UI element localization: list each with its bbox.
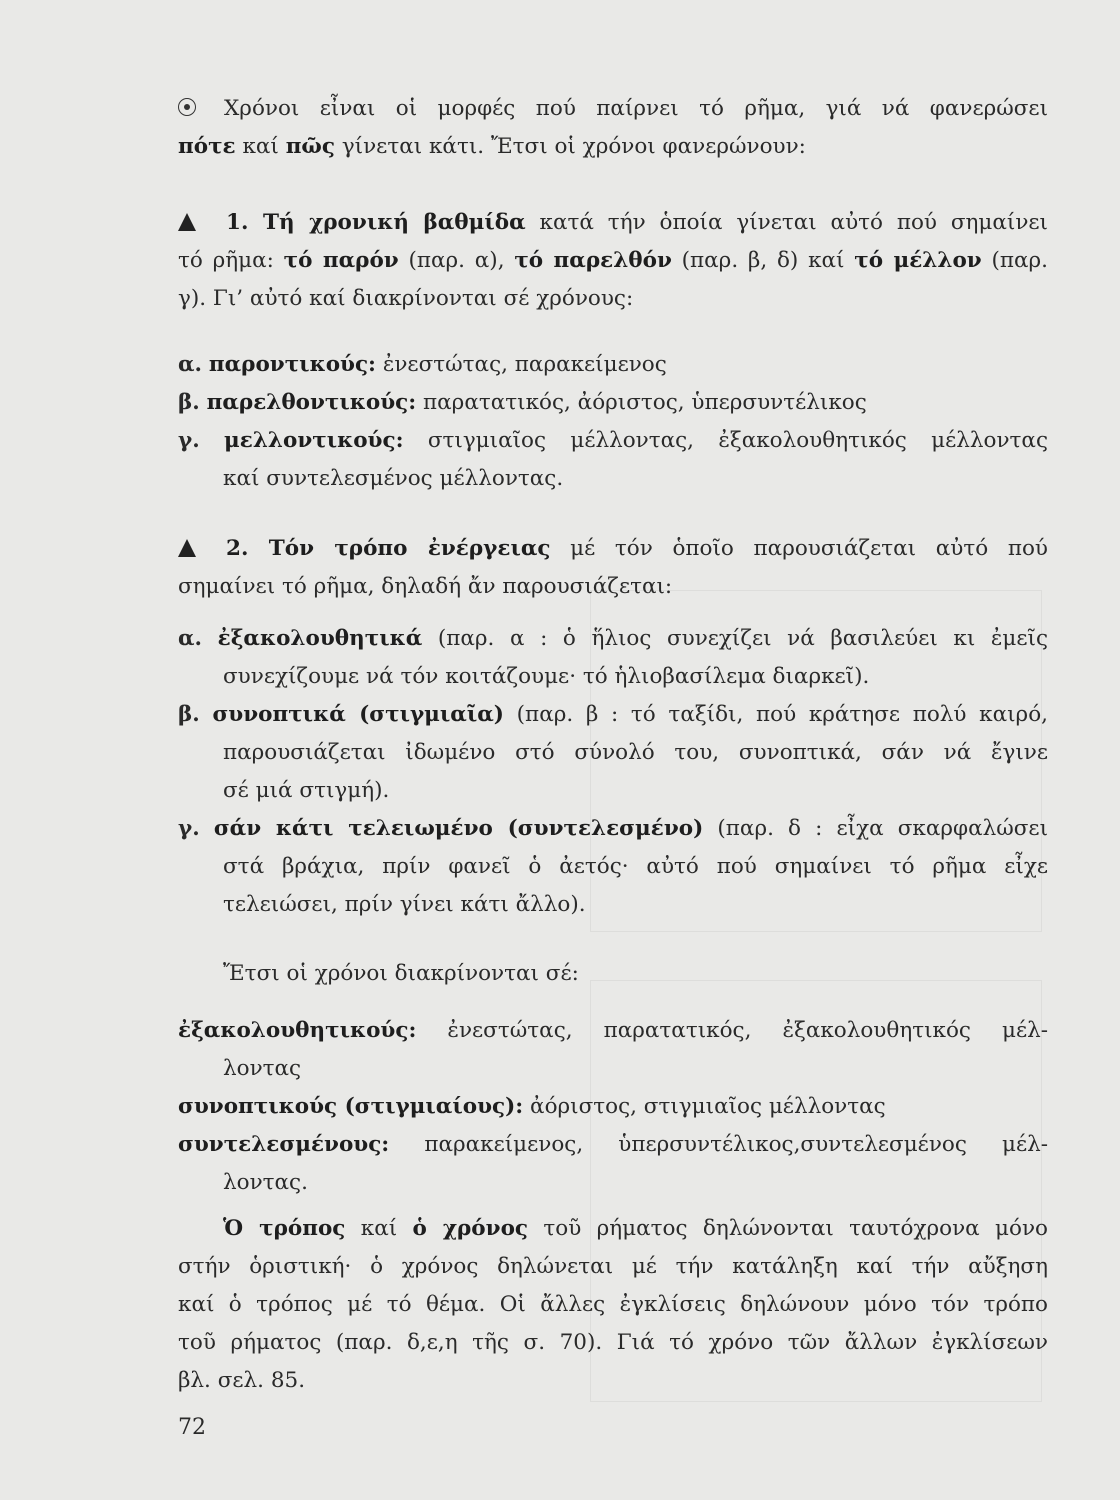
closing-line-2: στήν ὁριστική· ὁ χρόνος δηλώνεται μέ τήν κατάληξη καί τήν αὔξηση	[178, 1254, 1048, 1279]
summary-intro-line: Ἔτσι οἱ χρόνοι διακρίνονται σέ:	[223, 961, 579, 986]
intro-line-1: Χρόνοι εἶναι οἱ μορφές πού παίρνει τό ρῆμα, γιά νά φανερώσει	[178, 90, 1048, 128]
summary-list	[178, 1012, 1048, 1202]
list-item-continuation: καί συντελεσμένος μέλλοντας.	[223, 466, 564, 491]
list-item-continuation: τελειώσει, πρίν γίνει κάτι ἄλλο).	[223, 892, 586, 917]
closing-line-4: τοῦ ρήματος (παρ. δ,ε,η τῆς σ. 70). Γιά τό χρόνο τῶν ἄλλων ἐγκλίσεων	[178, 1330, 1048, 1355]
bullet-circle-icon	[178, 98, 196, 116]
triangle-marker-icon	[178, 539, 196, 557]
list-item: β. συνοπτικά (στιγμιαῖα) (παρ. β : τό ταξίδι, πού κράτησε πολύ καιρό,	[178, 702, 1048, 727]
section-1	[178, 204, 1048, 318]
list-item: συνοπτικούς (στιγμιαίους): ἀόριστος, στιγμιαῖος μέλλοντας	[178, 1094, 886, 1119]
list-item-continuation: λοντας.	[223, 1170, 308, 1195]
list-item: ἐξακολουθητικούς: ἐνεστώτας, παρατατικός, ἐξακολουθητικός μέλ-	[178, 1018, 1048, 1043]
summary-intro	[178, 955, 1048, 993]
list-item-continuation: συνεχίζουμε νά τόν κοιτάζουμε· τό ἡλιοβασίλεμα διαρκεῖ).	[223, 664, 870, 689]
closing-line-5: βλ. σελ. 85.	[178, 1368, 306, 1393]
section-2-heading-line: 2. Τόν τρόπο ἐνέργειας μέ τόν ὁποῖο παρουσιάζεται αὐτό πού	[178, 530, 1048, 568]
list-item: α. παροντικούς: ἐνεστώτας, παρακείμενος	[178, 352, 667, 377]
list-item-continuation: λοντας	[223, 1056, 302, 1081]
section-1-line-3: γ). Γι’ αὐτό καί διακρίνονται σέ χρόνους:	[178, 286, 634, 311]
section-2	[178, 530, 1048, 606]
section-1-line-2: τό ρῆμα: τό παρόν (παρ. α), τό παρελθόν (παρ. β, δ) καί τό μέλλον (παρ.	[178, 248, 1048, 273]
intro-paragraph	[178, 90, 1048, 166]
list-item-continuation: σέ μιά στιγμή).	[223, 778, 390, 803]
list-item-continuation: στά βράχια, πρίν φανεῖ ὁ ἀετός· αὐτό πού σημαίνει τό ρῆμα εἶχε	[223, 854, 1048, 879]
list-item: γ. μελλοντικούς: στιγμιαῖος μέλλοντας, ἐξακολουθητικός μέλλοντας	[178, 428, 1048, 453]
list-item-continuation: παρουσιάζεται ἰδωμένο στό σύνολό του, συνοπτικά, σάν νά ἔγινε	[223, 740, 1048, 765]
intro-line-2: πότε καί πῶς γίνεται κάτι. Ἔτσι οἱ χρόνοι φανερώνουν:	[178, 134, 806, 159]
list-item: β. παρελθοντικούς: παρατατικός, ἀόριστος, ὑπερσυντέλικος	[178, 390, 867, 415]
closing-paragraph	[178, 1210, 1048, 1400]
section-1-heading-line: 1. Τή χρονική βαθμίδα κατά τήν ὁποία γίνεται αὐτό πού σημαίνει	[178, 204, 1048, 242]
list-item: γ. σάν κάτι τελειωμένο (συντελεσμένο) (παρ. δ : εἶχα σκαρφαλώσει	[178, 816, 1048, 841]
page-number: 72	[178, 1415, 206, 1440]
closing-line-1: Ὁ τρόπος καί ὁ χρόνος τοῦ ρήματος δηλώνονται ταυτόχρονα μόνο	[223, 1216, 1048, 1241]
closing-line-3: καί ὁ τρόπος μέ τό θέμα. Οἱ ἄλλες ἐγκλίσεις δηλώνουν μόνο τόν τρόπο	[178, 1292, 1048, 1317]
triangle-marker-icon	[178, 213, 196, 231]
section-1-list	[178, 346, 1048, 498]
section-2-list	[178, 620, 1048, 924]
list-item: συντελεσμένους: παρακείμενος, ὑπερσυντέλικος,συντελεσμένος μέλ-	[178, 1132, 1048, 1157]
list-item: α. ἐξακολουθητικά (παρ. α : ὁ ἥλιος συνεχίζει νά βασιλεύει κι ἐμεῖς	[178, 626, 1048, 651]
section-2-line-2: σημαίνει τό ρῆμα, δηλαδή ἄν παρουσιάζεται:	[178, 574, 673, 599]
